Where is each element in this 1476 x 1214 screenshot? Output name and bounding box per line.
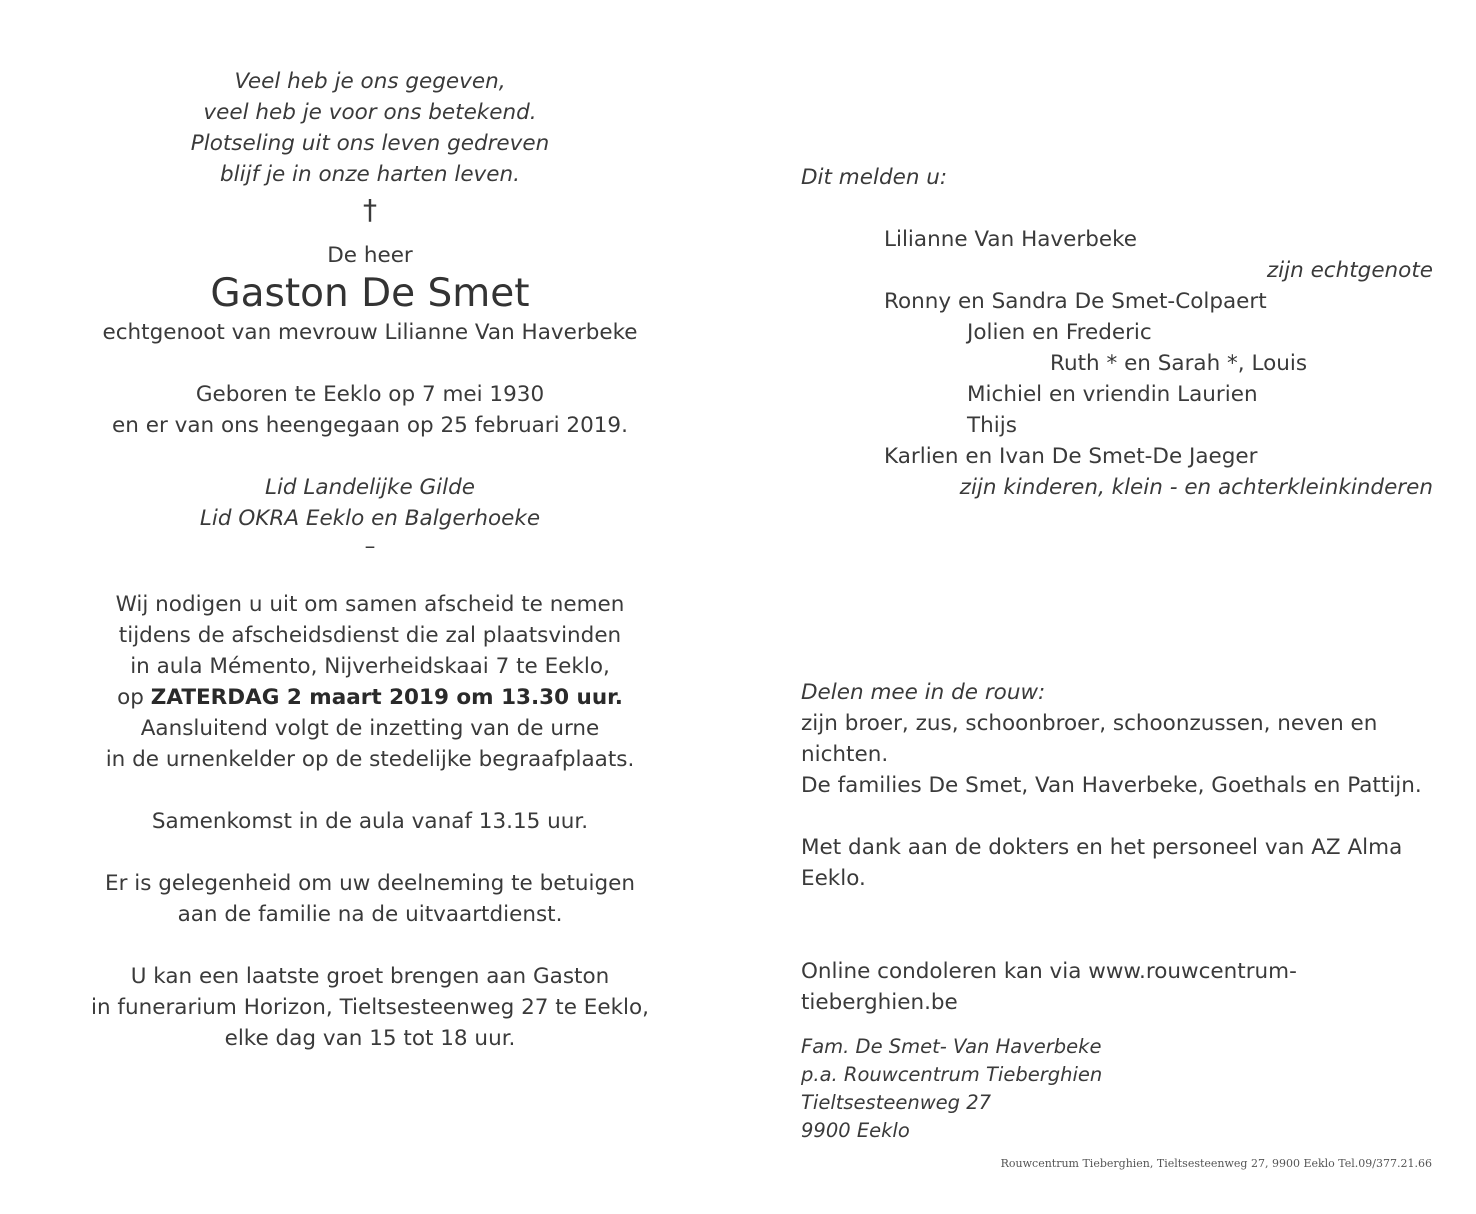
- birth-line: Geboren te Eeklo op 7 mei 1930: [195, 382, 545, 407]
- condolence-line: Er is gelegenheid om uw deelneming te betuigen: [105, 871, 635, 896]
- invitation-date-line: [90, 682, 650, 713]
- family-child: Karlien en Ivan De Smet-De Jaeger: [884, 444, 1258, 469]
- address-line: Fam. De Smet- Van Haverbeke: [801, 1035, 1102, 1058]
- address-line: p.a. Rouwcentrum Tieberghien: [801, 1063, 1103, 1086]
- mourning-block: [801, 677, 1441, 801]
- gathering-line: Samenkomst in de aula vanaf 13.15 uur.: [151, 809, 589, 834]
- address-line: 9900 Eeklo: [801, 1119, 910, 1142]
- announce-heading: Dit melden u:: [801, 165, 948, 190]
- invitation-line: tijdens de afscheidsdienst die zal plaatsvinden: [118, 623, 622, 648]
- online-block: [801, 956, 1441, 1018]
- family-children-role: zijn kinderen, klein - en achterkleinkinderen: [959, 475, 1433, 500]
- address-block: [801, 1033, 1441, 1145]
- mourning-line: zijn broer, zus, schoonbroer, schoonzussen, neven en nichten.: [801, 711, 1378, 767]
- death-line: en er van ons heengegaan op 25 februari 2019.: [112, 413, 628, 438]
- family-child: Ronny en Sandra De Smet-Colpaert: [884, 289, 1267, 314]
- salutation: De heer: [327, 243, 413, 268]
- family-grandchild: Michiel en vriendin Laurien: [967, 382, 1258, 407]
- left-column: [90, 66, 650, 1054]
- family-greatgrandchildren: Ruth * en Sarah *, Louis: [1050, 351, 1308, 376]
- family-spouse-role: zijn echtgenote: [1266, 258, 1433, 283]
- mourning-line: De families De Smet, Van Haverbeke, Goethals en Pattijn.: [801, 773, 1422, 798]
- poem-line: blijf je in onze harten leven.: [220, 162, 520, 187]
- service-date: ZATERDAG 2 maart 2019 om 13.30 uur.: [150, 685, 623, 710]
- family-spouse: Lilianne Van Haverbeke: [884, 227, 1137, 252]
- cross-symbol: †: [363, 193, 377, 226]
- invitation-line: in de urnenkelder op de stedelijke begraafplaats.: [105, 747, 635, 772]
- thanks-block: [801, 832, 1441, 894]
- invitation-line: in aula Mémento, Nijverheidskaai 7 te Eeklo,: [130, 654, 610, 679]
- poem-line: veel heb je voor ons betekend.: [203, 100, 537, 125]
- thanks-line: Met dank aan de dokters en het personeel van AZ Alma Eeklo.: [801, 835, 1403, 891]
- announcement-block: [801, 162, 1441, 503]
- mourning-heading: Delen mee in de rouw:: [801, 680, 1046, 705]
- visit-line: in funerarium Horizon, Tieltsesteenweg 27 te Eeklo,: [90, 995, 649, 1020]
- invitation-line: Aansluitend volgt de inzetting van de urne: [140, 716, 600, 741]
- funeral-home-footer: Rouwcentrum Tieberghien, Tieltsesteenweg 27, 9900 Eeklo Tel.09/377.21.66: [1000, 1157, 1432, 1170]
- separator-dash: –: [364, 534, 376, 559]
- membership-line: Lid Landelijke Gilde: [264, 475, 475, 500]
- poem-line: Plotseling uit ons leven gedreven: [190, 131, 550, 156]
- online-condolence-line: Online condoleren kan via www.rouwcentrum-tieberghien.be: [801, 959, 1297, 1015]
- address-line: Tieltsesteenweg 27: [801, 1091, 992, 1114]
- poem-line: Veel heb je ons gegeven,: [234, 69, 506, 94]
- visit-line: U kan een laatste groet brengen aan Gaston: [130, 964, 610, 989]
- invitation-line: Wij nodigen u uit om samen afscheid te nemen: [115, 592, 625, 617]
- condolence-line: aan de familie na de uitvaartdienst.: [177, 902, 563, 927]
- deceased-name: Gaston De Smet: [210, 271, 530, 316]
- membership-line: Lid OKRA Eeklo en Balgerhoeke: [199, 506, 541, 531]
- family-grandchild: Thijs: [967, 413, 1017, 438]
- visit-line: elke dag van 15 tot 18 uur.: [224, 1026, 516, 1051]
- family-grandchild: Jolien en Frederic: [967, 320, 1152, 345]
- spouse-line: echtgenoot van mevrouw Lilianne Van Haverbeke: [102, 320, 638, 345]
- date-prefix: op: [117, 685, 151, 710]
